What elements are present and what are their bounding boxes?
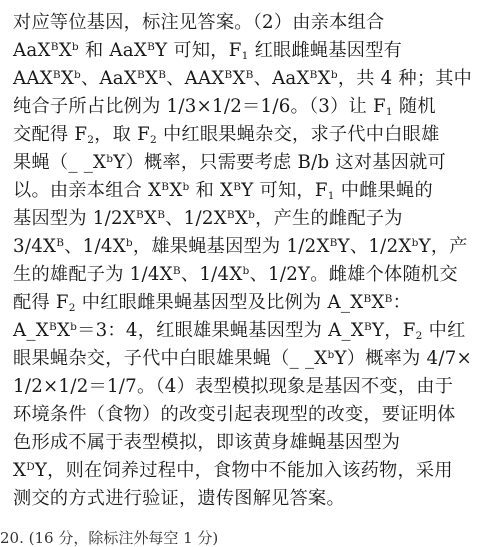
text-line-6: 果蝇（_ $\_X^bY$）概率，只需要考虑 B/b 这对基因就可 xyxy=(13,152,447,173)
text-line-4: 纯合子所占比例为 1/3×1/2＝1/6。（3）让 $F_1$ 随机 xyxy=(13,96,436,118)
text-line-17: $X^DY$，则在饲养过程中，食物中不能加入该药物，采用 xyxy=(13,460,453,481)
text-line-10: 生的雄配子为 $1/4X^B$、$1/4X^b$、1/2Y。雌雄个体随机交 xyxy=(13,264,458,285)
text-line-15: 环境条件（食物）的改变引起表现型的改变，要证明体 xyxy=(13,404,456,425)
text-line-14: 1/2×1/2＝1/7。（4）表型模拟现象是基因不变，由于 xyxy=(13,376,454,397)
text-line-11: 配得 $F_2$ 中红眼雌果蝇基因型及比例为 $A\_X^BX^B$： xyxy=(13,292,412,314)
text-line-7: 以。由亲本组合 $X^BX^b$ 和 $X^BY$ 可知，$F_1$ 中雌果蝇的 xyxy=(13,180,433,202)
text-line-16: 色形成不属于表型模拟，即该黄身雄蝇基因型为 xyxy=(13,432,401,453)
text-line-8: 基因型为 $1/2X^BX^B$、$1/2X^BX^b$，产生的雌配子为 xyxy=(13,208,403,229)
text-line-13: 眼果蝇杂交，子代中白眼雄果蝇（_ $\_X^bY$）概率为 4/7× xyxy=(13,348,473,369)
text-line-3: $AAX^BX^b$、$AaX^BX^B$、$AAX^BX^B$、$AaX^BX^b$，共 4 种；其中 xyxy=(13,68,473,89)
text-line-18: 测交的方式进行验证，遗传图解见答案。 xyxy=(13,488,345,509)
text-line-9: $3/4X^B$、$1/4X^b$，雄果蝇基因型为 $1/2X^BY$、$1/2X^bY$，产 xyxy=(13,236,468,257)
text-line-12: $A\_X^BX^b=3$：4，红眼雄果蝇基因型为 $A\_X^BY$，$F_2$ 中红 xyxy=(13,320,466,342)
next-question-header-cropped: 20. (16 分，除标注外每空 1 分) xyxy=(0,529,219,547)
text-line-1: 对应等位基因，标注见答案。（2）由亲本组合 xyxy=(13,12,385,33)
text-line-2: $AaX^BX^b$ 和 AaX$^B$Y 可知，$F_1$ 红眼雌蝇基因型有 xyxy=(13,40,403,62)
text-line-5: 交配得 $F_2$，取 $F_2$ 中红眼果蝇杂交，求子代中白眼雄 xyxy=(13,124,440,146)
